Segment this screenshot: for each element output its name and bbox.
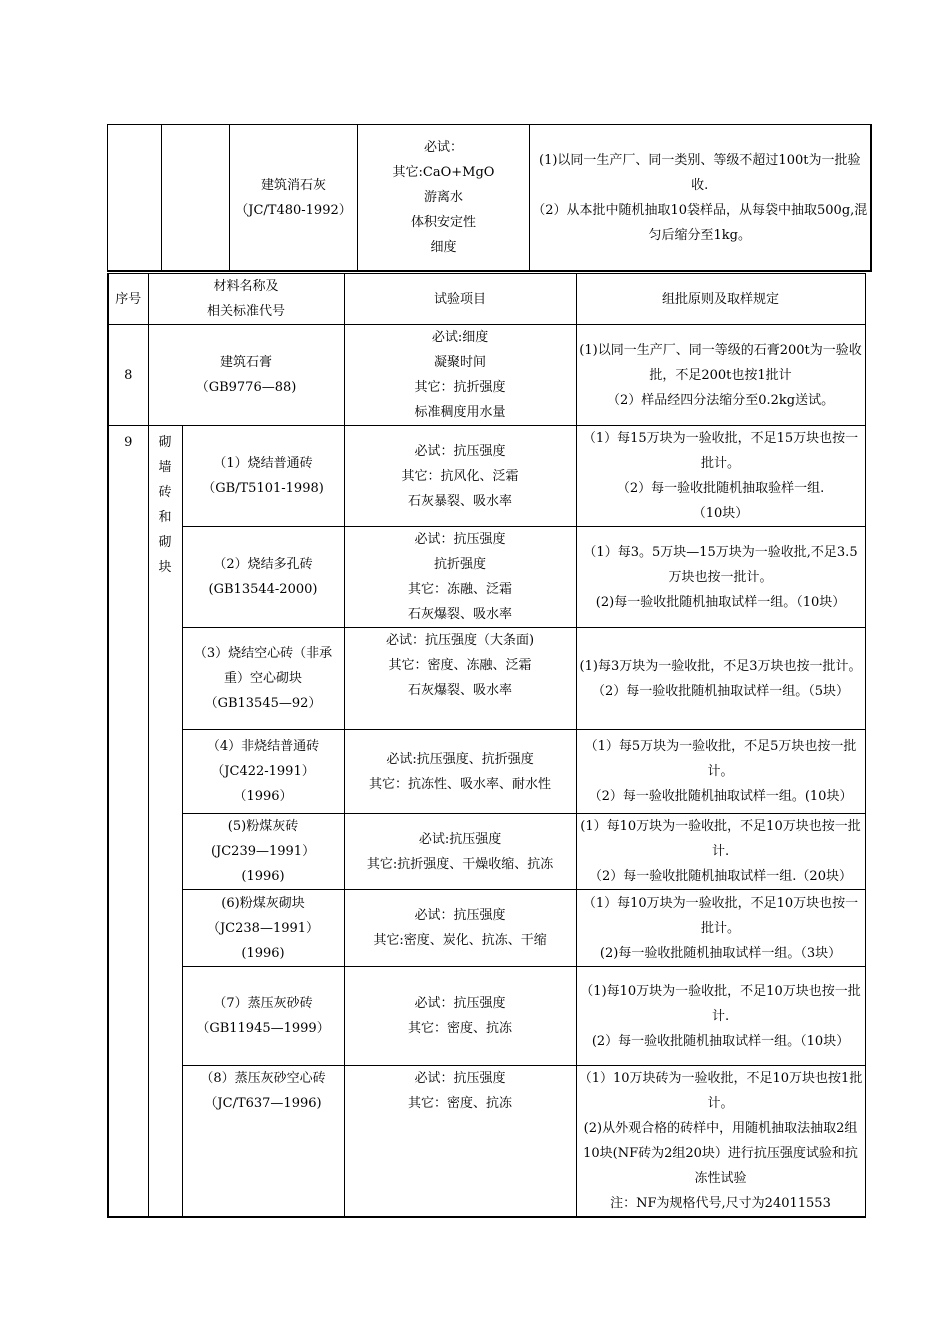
table-row — [108, 1066, 865, 1218]
sampling-rules-cell: （1）每3。5万块—15万块为一验收批,不足3.5万块也按一批计。 (2)每一验收批随机抽取试样一组。（10块） — [576, 527, 865, 628]
table-row — [108, 325, 865, 426]
test-items-cell: 必试:细度 凝聚时间 其它：抗折强度 标准稠度用水量 — [344, 325, 576, 426]
header-sampling-rules: 组批原则及取样规定 — [576, 274, 865, 325]
test-items-cell: 必试:抗压强度、抗折强度 其它：抗冻性、吸水率、耐水性 — [344, 730, 576, 814]
sampling-rules-cell: （1）每10万块为一验收批，不足10万块也按一批计。 (2)每一验收批随机抽取试样一组。（3块） — [576, 890, 865, 967]
test-items-cell: 必试：抗压强度 其它：密度、抗冻 — [344, 967, 576, 1066]
header-material-name: 材料名称及 相关标准代号 — [148, 274, 344, 325]
material-name-cell: （3）烧结空心砖（非承重）空心砌块 （GB13545—92） — [182, 628, 344, 730]
sampling-rules-cell: （1）每5万块为一验收批，不足5万块也按一批计。 （2）每一验收批随机抽取试样一组。(10块） — [576, 730, 865, 814]
material-name-cell: (5)粉煤灰砖 (JC239—1991） (1996) — [182, 814, 344, 890]
table-row — [108, 125, 871, 272]
material-name-cell: （4）非烧结普通砖 （JC422-1991） （1996） — [182, 730, 344, 814]
test-items-cell: 必试：抗压强度 其它：抗风化、泛霜 石灰暴裂、吸水率 — [344, 426, 576, 527]
header-seq: 序号 — [108, 274, 148, 325]
sampling-rules-cell: （1）每15万块为一验收批，不足15万块也按一批计。 （2）每一验收批随机抽取验样一组. （10块） — [576, 426, 865, 527]
test-items-cell: 必试：抗压强度（大条面) 其它：密度、冻融、泛霜 石灰爆裂、吸水率 — [344, 628, 576, 730]
table-row — [108, 967, 865, 1066]
seq-cell: 8 — [108, 325, 148, 426]
sampling-rules-cell: (1)以同一生产厂、同一等级的石膏200t为一验收批，不足200t也按1批计 （2）样品经四分法缩分至0.2kg送试。 — [576, 325, 865, 426]
header-test-items: 试验项目 — [344, 274, 576, 325]
sampling-rules-cell: (1）每10万块为一验收批，不足10万块也按一批计. （2）每一验收批随机抽取试样一组.（20块） — [576, 814, 865, 890]
test-items-cell: 必试：抗压强度 抗折强度 其它：冻融、泛霜 石灰爆裂、吸水率 — [344, 527, 576, 628]
material-name-cell: （8）蒸压灰砂空心砖 （JC/T637—1996) — [182, 1066, 344, 1218]
continued-table-fragment — [107, 124, 872, 272]
test-items-cell: 必试:抗压强度 其它:抗折强度、干燥收缩、抗冻 — [344, 814, 576, 890]
sampling-rules-cell: （1）10万块砖为一验收批，不足10万块也按1批计。 (2)从外观合格的砖样中，用随机抽取法抽取2组10块(NF砖为2组20块）进行抗压强度试验和抗冻性试验 注：NF为规格代号,尺寸为24011553 — [576, 1066, 865, 1218]
materials-table — [107, 273, 866, 1218]
test-items-cell: 必试： 其它:CaO+MgO 游离水 体积安定性 细度 — [358, 125, 530, 272]
category-label: 砌墙砖和砌块 — [158, 435, 172, 575]
test-items-cell: 必试：抗压强度 其它：密度、抗冻 — [344, 1066, 576, 1218]
table-row — [108, 890, 865, 967]
empty-cell — [108, 125, 162, 272]
category-cell — [148, 426, 182, 1218]
table-row — [108, 814, 865, 890]
material-name-cell: (6)粉煤灰砌块 （JC238—1991） (1996) — [182, 890, 344, 967]
empty-cell — [162, 125, 230, 272]
header-row — [108, 274, 865, 325]
table-row — [108, 730, 865, 814]
material-name-cell: （1）烧结普通砖 （GB/T5101-1998) — [182, 426, 344, 527]
material-name-cell: 建筑消石灰 （JC/T480-1992） — [230, 125, 358, 272]
material-name-cell: 建筑石膏 （GB9776—88) — [148, 325, 344, 426]
sampling-rules-cell: (1)每3万块为一验收批，不足3万块也按一批计。 （2）每一验收批随机抽取试样一组。（5块） — [576, 628, 865, 730]
seq-cell: 9 — [108, 426, 148, 1218]
sampling-rules-cell: (1)以同一生产厂、同一类别、等级不超过100t为一批验收. （2）从本批中随机抽取10袋样品，从每袋中抽取500g,混匀后缩分至1kg。 — [530, 125, 871, 272]
test-items-cell: 必试：抗压强度 其它:密度、炭化、抗冻、干缩 — [344, 890, 576, 967]
material-name-cell: （7）蒸压灰砂砖 （GB11945—1999） — [182, 967, 344, 1066]
material-name-cell: （2）烧结多孔砖 (GB13544-2000) — [182, 527, 344, 628]
table-row — [108, 426, 865, 527]
sampling-rules-cell: （1)每10万块为一验收批，不足10万块也按一批计. (2）每一验收批随机抽取试样一组。（10块） — [576, 967, 865, 1066]
table-row — [108, 628, 865, 730]
table-row — [108, 527, 865, 628]
